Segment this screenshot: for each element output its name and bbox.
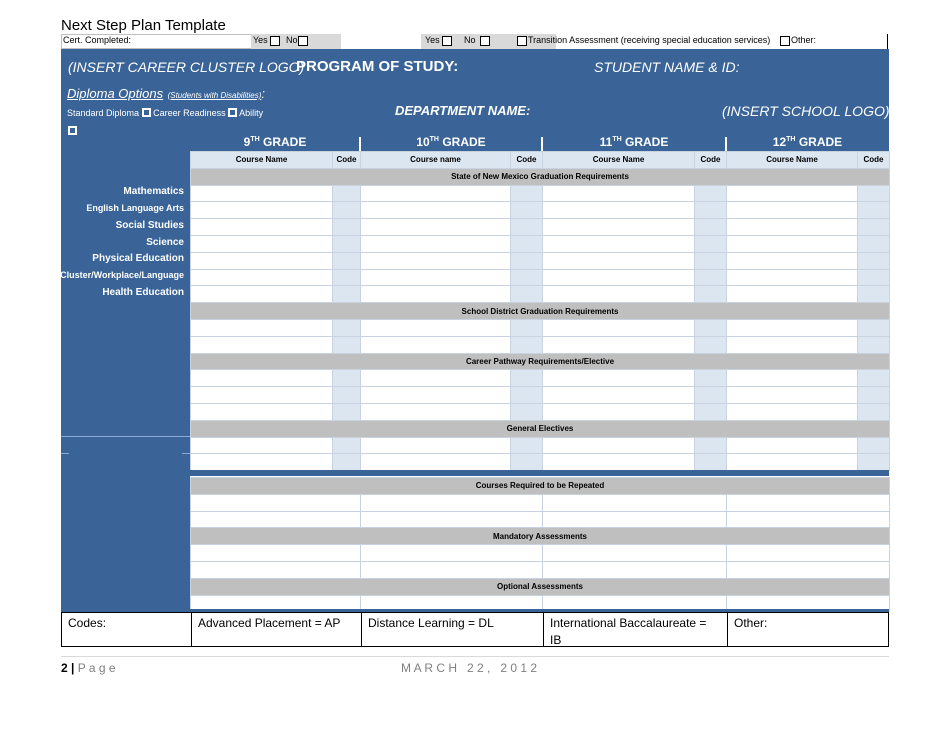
entry-cell[interactable] (727, 545, 890, 562)
course-name-cell[interactable] (191, 403, 333, 420)
career-readiness-checkbox[interactable] (228, 108, 237, 117)
table-row (191, 494, 890, 511)
code-cell[interactable] (695, 202, 727, 219)
table-row (191, 336, 890, 353)
code-cell[interactable] (333, 319, 361, 336)
course-name-cell[interactable] (543, 286, 695, 303)
course-name-cell[interactable] (727, 387, 858, 404)
course-name-cell[interactable] (361, 219, 511, 236)
table-row (191, 269, 890, 286)
code-cell[interactable] (858, 202, 890, 219)
code-cell[interactable] (511, 235, 543, 252)
subject-cluster-workplace-language: Cluster/Workplace/Language (60, 270, 184, 280)
code-header: Code (858, 152, 890, 169)
code-cell[interactable] (858, 235, 890, 252)
subject-column-tick-left (61, 453, 69, 454)
entry-cell[interactable] (727, 561, 890, 578)
course-name-cell[interactable] (727, 219, 858, 236)
document-title: Next Step Plan Template (61, 17, 226, 34)
subject-column-tick-right (182, 453, 190, 454)
second-yes-checkbox[interactable] (442, 36, 452, 46)
entry-cell[interactable] (191, 545, 361, 562)
code-cell[interactable] (695, 252, 727, 269)
course-name-cell[interactable] (361, 235, 511, 252)
other-checkbox[interactable] (780, 36, 790, 46)
course-name-cell[interactable] (191, 336, 333, 353)
code-cell[interactable] (333, 370, 361, 387)
code-cell[interactable] (695, 286, 727, 303)
course-name-cell[interactable] (191, 387, 333, 404)
code-cell[interactable] (511, 403, 543, 420)
course-name-cell[interactable] (543, 235, 695, 252)
code-cell[interactable] (511, 219, 543, 236)
course-name-cell[interactable] (191, 235, 333, 252)
code-cell[interactable] (333, 269, 361, 286)
course-name-cell[interactable] (543, 269, 695, 286)
course-name-cell[interactable] (543, 185, 695, 202)
code-cell[interactable] (511, 252, 543, 269)
code-cell[interactable] (333, 403, 361, 420)
table-row (191, 561, 890, 578)
course-name-cell[interactable] (361, 454, 511, 471)
code-cell[interactable] (858, 269, 890, 286)
code-cell[interactable] (858, 370, 890, 387)
codes-label: Codes: (68, 616, 107, 630)
code-cell[interactable] (333, 437, 361, 454)
course-name-cell[interactable] (543, 387, 695, 404)
entry-cell[interactable] (191, 561, 361, 578)
subject-social-studies: Social Studies (115, 220, 184, 231)
code-cell[interactable] (333, 387, 361, 404)
grade-number: 9 (243, 135, 251, 149)
page-separator: | (67, 661, 78, 675)
code-header: Code (333, 152, 361, 169)
code-cell[interactable] (511, 387, 543, 404)
code-cell[interactable] (695, 403, 727, 420)
subject-mathematics: Mathematics (123, 186, 184, 197)
cert-no-checkbox[interactable] (298, 36, 308, 46)
general-electives-header: General Electives (191, 420, 890, 437)
grade-10-header (360, 135, 542, 152)
table-row (191, 235, 890, 252)
table-row (191, 286, 890, 303)
state-requirements-header: State of New Mexico Graduation Requirements (191, 168, 890, 185)
course-name-cell[interactable] (543, 437, 695, 454)
course-name-cell[interactable] (727, 269, 858, 286)
code-header: Code (511, 152, 543, 169)
course-name-cell[interactable] (543, 370, 695, 387)
cert-yes-checkbox[interactable] (270, 36, 280, 46)
course-name-cell[interactable] (191, 454, 333, 471)
code-cell[interactable] (695, 219, 727, 236)
section-separator-band (190, 470, 889, 476)
course-name-cell[interactable] (191, 252, 333, 269)
repeated-courses-header: Courses Required to be Repeated (191, 478, 890, 495)
entry-cell[interactable] (191, 494, 361, 511)
school-logo-placeholder: (INSERT SCHOOL LOGO) (722, 103, 890, 119)
course-name-cell[interactable] (727, 437, 858, 454)
course-name-cell[interactable] (361, 185, 511, 202)
grade-number: 12 (772, 135, 787, 149)
course-name-cell[interactable] (727, 286, 858, 303)
course-name-cell[interactable] (361, 286, 511, 303)
diploma-options-title: Diploma Options (67, 86, 164, 101)
course-name-cell[interactable] (543, 403, 695, 420)
course-name-cell[interactable] (361, 269, 511, 286)
transition-checkbox[interactable] (517, 36, 527, 46)
code-cell[interactable] (333, 252, 361, 269)
mandatory-assessments-header: Mandatory Assessments (191, 528, 890, 545)
codes-legend (61, 612, 889, 647)
grade-number: 11 (599, 135, 613, 149)
course-name-cell[interactable] (191, 437, 333, 454)
department-name-label: DEPARTMENT NAME: (395, 103, 531, 118)
code-cell[interactable] (333, 202, 361, 219)
code-cell[interactable] (511, 269, 543, 286)
code-ib: International Baccalaureate = IB (543, 613, 727, 647)
grade-12-header (726, 135, 889, 152)
course-name-cell[interactable] (543, 202, 695, 219)
second-yes-label: Yes (425, 35, 440, 45)
code-cell[interactable] (333, 219, 361, 236)
career-pathway-header: Career Pathway Requirements/Elective (191, 353, 890, 370)
cert-completed-label: Cert. Completed: (63, 35, 132, 45)
table-row (191, 219, 890, 236)
code-cell[interactable] (858, 454, 890, 471)
page-number: 2 (61, 661, 68, 675)
cert-no-label: No (286, 35, 298, 45)
table-row (191, 319, 890, 336)
career-readiness-label: Career Readiness (153, 108, 226, 118)
course-name-cell[interactable] (543, 219, 695, 236)
course-name-cell[interactable] (361, 252, 511, 269)
code-cell[interactable] (695, 319, 727, 336)
code-cell[interactable] (511, 286, 543, 303)
course-name-cell[interactable] (727, 319, 858, 336)
course-name-cell[interactable] (543, 252, 695, 269)
table-row (191, 454, 890, 471)
course-name-cell[interactable] (191, 185, 333, 202)
course-name-cell[interactable] (727, 370, 858, 387)
student-name-id-label: STUDENT NAME & ID: (594, 59, 740, 75)
grade-suffix: TH (786, 136, 796, 143)
program-of-study-label: PROGRAM OF STUDY: (296, 58, 459, 75)
course-name-cell[interactable] (543, 319, 695, 336)
code-cell[interactable] (695, 185, 727, 202)
ability-label: Ability (239, 108, 264, 118)
code-cell[interactable] (695, 370, 727, 387)
code-cell[interactable] (333, 286, 361, 303)
course-name-cell[interactable] (361, 437, 511, 454)
standard-diploma-checkbox[interactable] (142, 108, 151, 117)
entry-cell[interactable] (543, 561, 727, 578)
code-cell[interactable] (511, 185, 543, 202)
table-row (191, 185, 890, 202)
course-name-header: Course Name (543, 152, 695, 169)
entry-cell[interactable] (727, 511, 890, 528)
diploma-options-colon: : (261, 86, 265, 101)
code-cell[interactable] (333, 185, 361, 202)
ability-checkbox[interactable] (68, 126, 77, 135)
code-cell[interactable] (333, 235, 361, 252)
entry-cell[interactable] (543, 511, 727, 528)
table-row (191, 252, 890, 269)
table-row (191, 545, 890, 562)
grade-9-header (190, 135, 360, 152)
code-cell[interactable] (695, 437, 727, 454)
course-name-cell[interactable] (727, 252, 858, 269)
cert-yes-label: Yes (253, 35, 268, 45)
course-name-cell[interactable] (727, 185, 858, 202)
course-name-cell[interactable] (361, 336, 511, 353)
course-name-cell[interactable] (191, 202, 333, 219)
subject-health-education: Health Education (102, 287, 184, 298)
code-cell[interactable] (858, 319, 890, 336)
grade-suffix: TH (250, 136, 260, 143)
code-cell[interactable] (333, 454, 361, 471)
code-cell[interactable] (858, 185, 890, 202)
code-cell[interactable] (695, 336, 727, 353)
course-name-cell[interactable] (361, 370, 511, 387)
grade-word: GRADE (798, 135, 843, 149)
code-cell[interactable] (511, 370, 543, 387)
column-header-row (191, 152, 890, 169)
code-other: Other: (727, 613, 889, 647)
code-cell[interactable] (858, 403, 890, 420)
entry-cell[interactable] (191, 511, 361, 528)
grade-11-header (542, 135, 726, 152)
table-row (191, 202, 890, 219)
course-name-cell[interactable] (727, 454, 858, 471)
diploma-options-note: (Students with Disabilities) (167, 91, 262, 100)
code-dl: Distance Learning = DL (361, 613, 543, 647)
course-name-cell[interactable] (543, 454, 695, 471)
transition-label: Transition Assessment (receiving special education services) (528, 35, 771, 45)
entry-cell[interactable] (361, 545, 543, 562)
entry-cell[interactable] (543, 545, 727, 562)
entry-cell[interactable] (361, 494, 543, 511)
course-name-header: Course Name (191, 152, 333, 169)
code-cell[interactable] (858, 336, 890, 353)
district-requirements-header: School District Graduation Requirements (191, 303, 890, 320)
course-name-header: Course name (361, 152, 511, 169)
code-cell[interactable] (511, 319, 543, 336)
code-ap: Advanced Placement = AP (191, 613, 361, 647)
standard-diploma-label: Standard Diploma (67, 108, 140, 118)
footer-date: M A R C H 2 2 , 2 0 1 2 (401, 661, 538, 675)
grade-number: 10 (416, 135, 430, 149)
subject-physical-education: Physical Education (92, 253, 184, 264)
course-name-header: Course Name (727, 152, 858, 169)
code-header: Code (695, 152, 727, 169)
entry-cell[interactable] (361, 511, 543, 528)
course-name-cell[interactable] (191, 319, 333, 336)
course-name-cell[interactable] (191, 370, 333, 387)
entry-cell[interactable] (361, 561, 543, 578)
code-cell[interactable] (511, 437, 543, 454)
second-no-checkbox[interactable] (480, 36, 490, 46)
assessment-table (190, 477, 890, 612)
course-name-cell[interactable] (361, 387, 511, 404)
other-label: Other: (791, 35, 817, 45)
code-cell[interactable] (333, 336, 361, 353)
subject-science: Science (146, 237, 184, 248)
page-footer (61, 656, 889, 676)
grade-suffix: TH (429, 136, 439, 143)
course-name-cell[interactable] (361, 319, 511, 336)
page-word: P a g e (77, 661, 116, 675)
certification-bar (61, 34, 889, 49)
table-row (191, 370, 890, 387)
table-row (191, 403, 890, 420)
code-cell[interactable] (858, 252, 890, 269)
course-name-cell[interactable] (727, 235, 858, 252)
course-name-cell[interactable] (361, 403, 511, 420)
career-cluster-logo-placeholder: (INSERT CAREER CLUSTER LOGO) (68, 59, 305, 75)
entry-cell[interactable] (727, 494, 890, 511)
code-cell[interactable] (695, 269, 727, 286)
code-cell[interactable] (695, 454, 727, 471)
optional-assessments-header: Optional Assessments (191, 578, 890, 595)
grade-suffix: TH (612, 136, 622, 143)
code-cell[interactable] (858, 286, 890, 303)
code-cell[interactable] (858, 387, 890, 404)
page-indicator (61, 661, 116, 675)
course-name-cell[interactable] (727, 403, 858, 420)
code-cell[interactable] (695, 387, 727, 404)
course-name-cell[interactable] (727, 336, 858, 353)
course-name-cell[interactable] (543, 336, 695, 353)
second-no-label: No (464, 35, 476, 45)
code-cell[interactable] (695, 235, 727, 252)
diploma-options-heading (67, 85, 265, 103)
code-cell[interactable] (511, 336, 543, 353)
subject-english-language-arts: English Language Arts (86, 203, 184, 213)
table-row (191, 437, 890, 454)
table-row (191, 511, 890, 528)
code-cell[interactable] (858, 219, 890, 236)
code-cell[interactable] (511, 454, 543, 471)
grade-word: GRADE (442, 135, 486, 149)
code-cell[interactable] (511, 202, 543, 219)
entry-cell[interactable] (543, 494, 727, 511)
table-row (191, 387, 890, 404)
code-cell[interactable] (858, 437, 890, 454)
course-name-cell[interactable] (727, 202, 858, 219)
diploma-options-list (67, 108, 263, 118)
course-name-cell[interactable] (191, 269, 333, 286)
grade-word: GRADE (625, 135, 669, 149)
course-name-cell[interactable] (191, 286, 333, 303)
subject-column-divider (61, 436, 190, 437)
course-name-cell[interactable] (191, 219, 333, 236)
grade-word: GRADE (263, 135, 307, 149)
course-plan-table (190, 151, 890, 471)
course-name-cell[interactable] (361, 202, 511, 219)
